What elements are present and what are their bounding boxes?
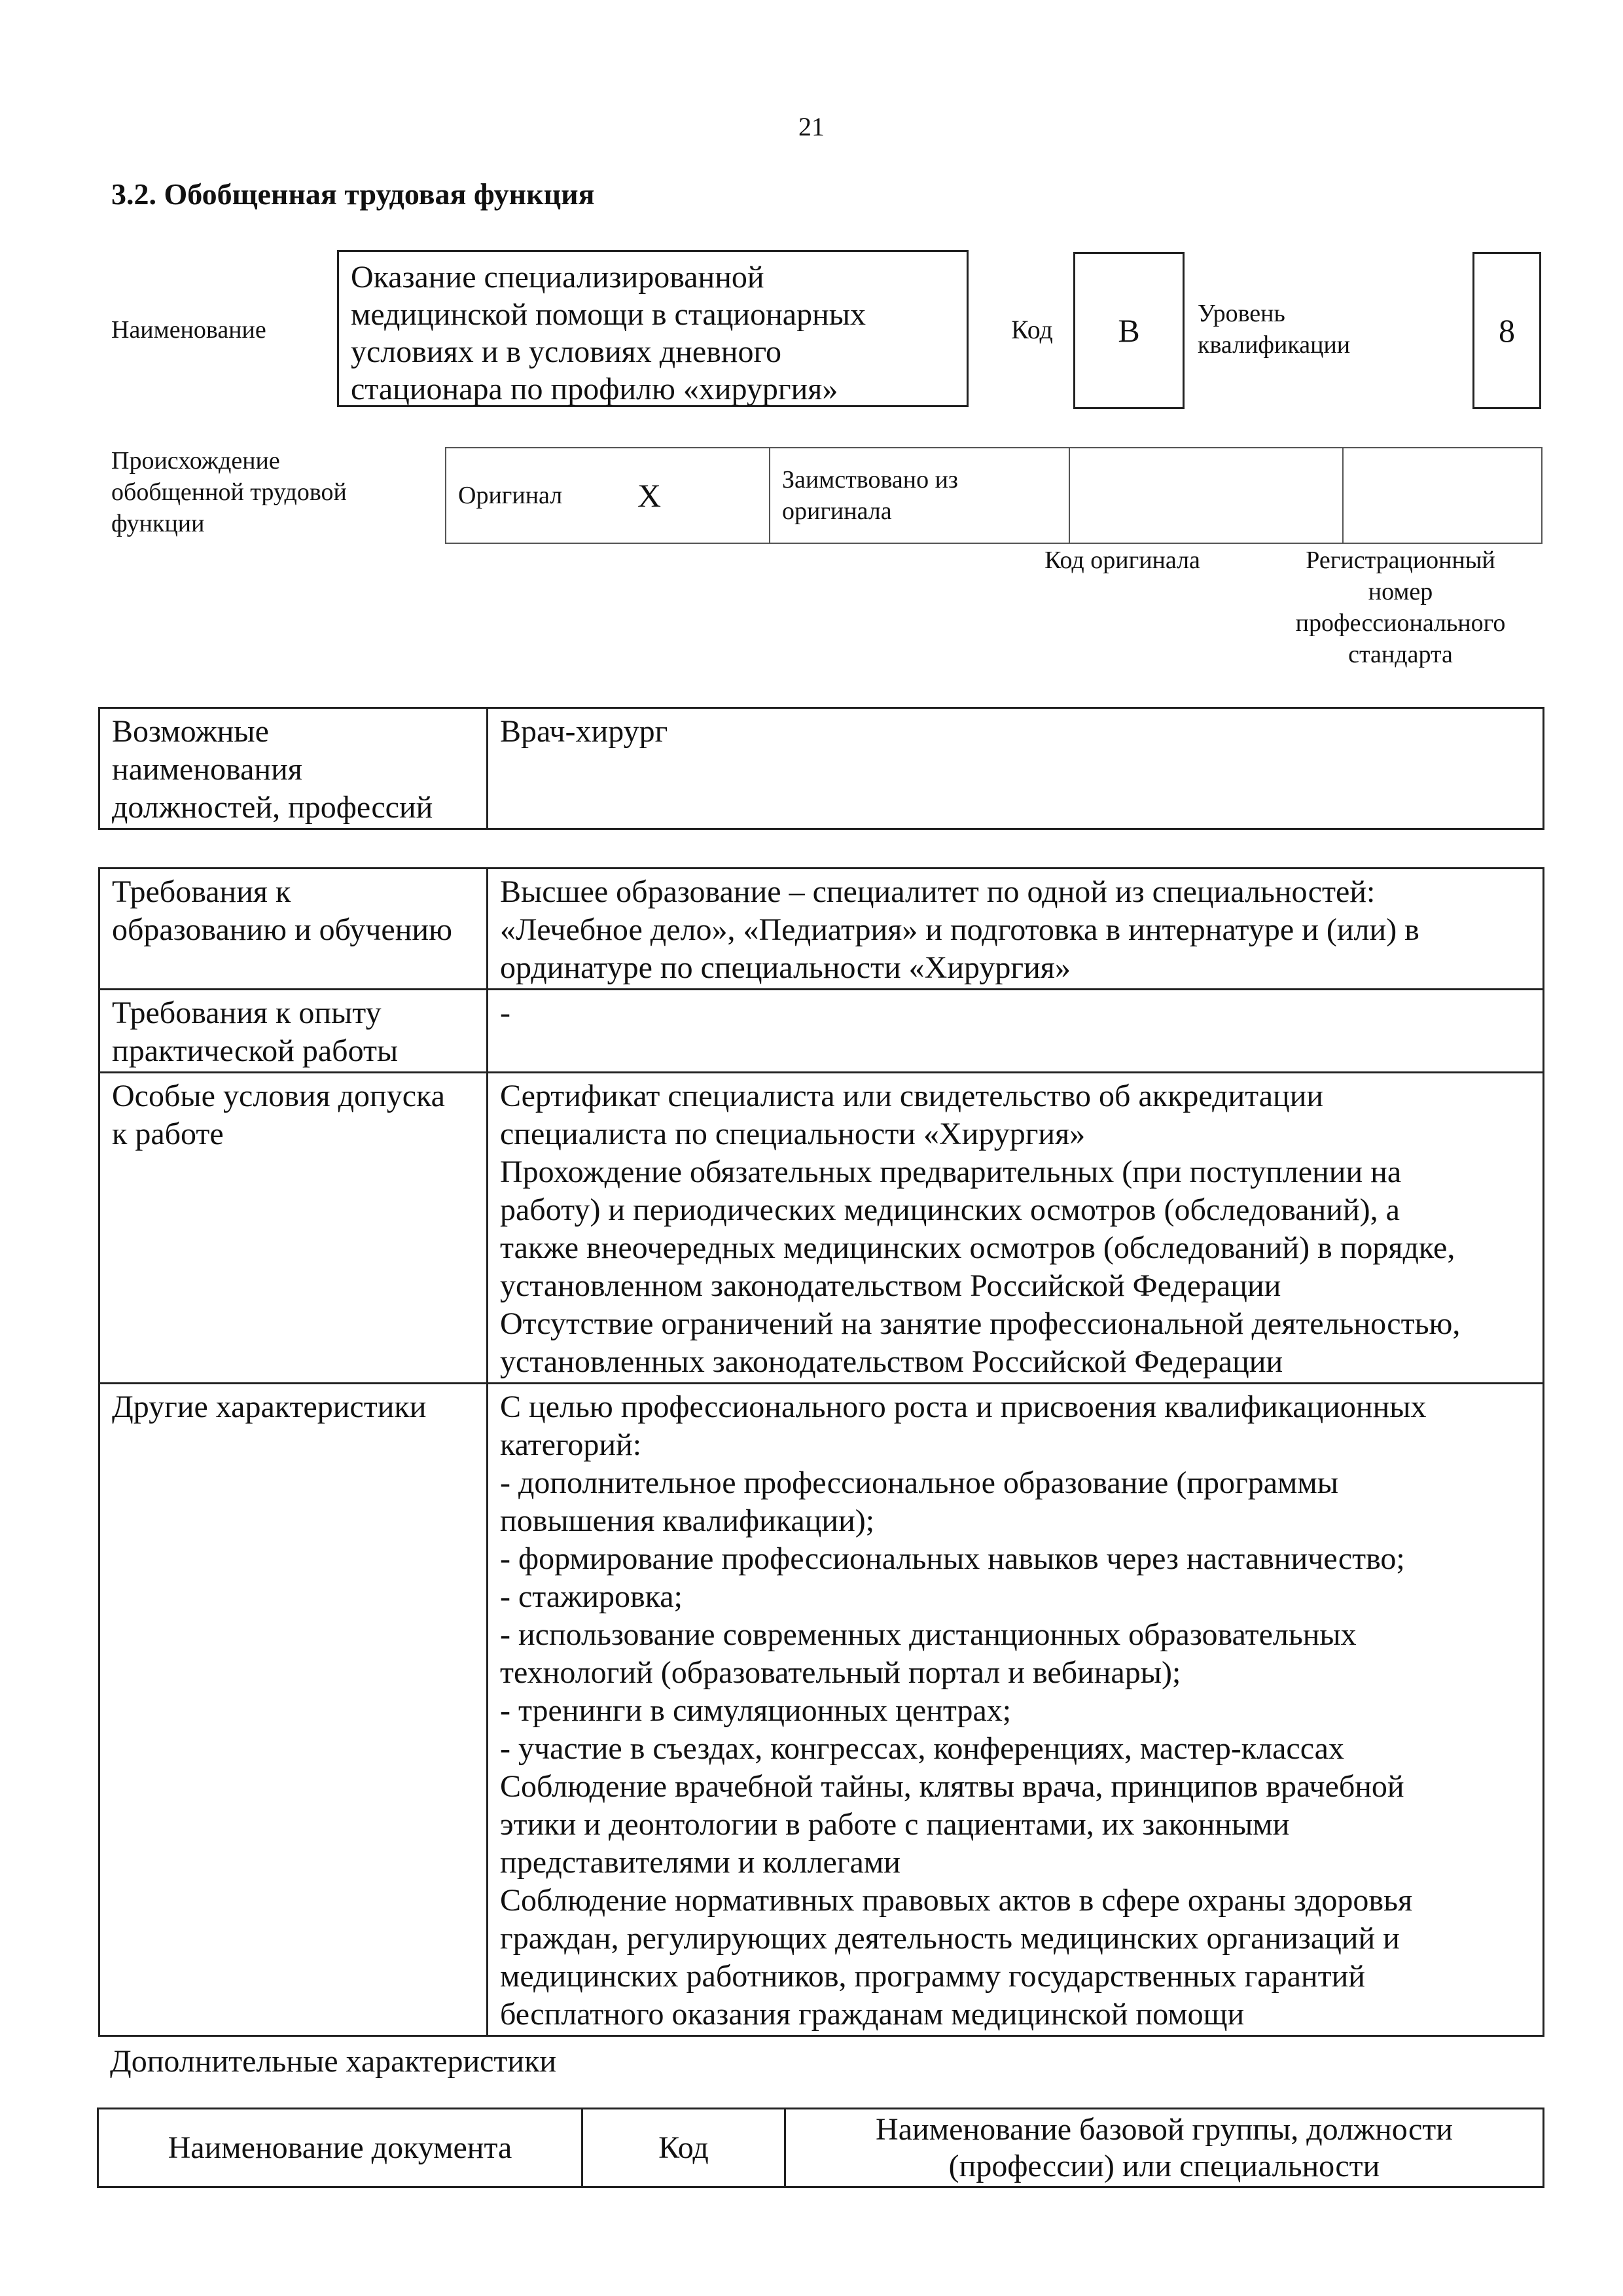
- requirement-value-line: -: [500, 996, 510, 1030]
- requirement-value-line: Высшее образование – специалитет по одной из специальностей:: [500, 874, 1376, 909]
- requirement-value-line: Сертификат специалиста или свидетельство об аккредитации: [500, 1079, 1324, 1113]
- requirement-label: [99, 1073, 488, 1384]
- name-line: стационара по профилю «хирургия»: [351, 372, 838, 406]
- requirement-value-line: технологий (образовательный портал и вебинары);: [500, 1655, 1181, 1690]
- positions-label-line: должностей, профессий: [112, 790, 433, 825]
- borrowed-label: [770, 448, 1069, 543]
- requirement-label-line: Другие характеристики: [112, 1390, 427, 1424]
- name-box: [337, 250, 969, 407]
- requirement-label: [99, 1384, 488, 2036]
- requirement-row: [99, 869, 1544, 990]
- requirement-value-line: - стажировка;: [500, 1579, 683, 1614]
- code-original-label: Код оригинала: [1044, 547, 1200, 574]
- code-label: Код: [1011, 315, 1053, 344]
- requirement-row: [99, 1384, 1544, 2036]
- origin-label-line: функции: [111, 510, 205, 537]
- level-box: 8: [1472, 252, 1541, 409]
- code-box: B: [1073, 252, 1185, 409]
- requirement-value-line: установленных законодательством Российской Федерации: [500, 1344, 1283, 1379]
- borrowed-label-line: оригинала: [782, 497, 892, 525]
- requirement-label-line: к работе: [112, 1117, 224, 1151]
- requirement-value-line: работу) и периодических медицинских осмотров (обследований), а: [500, 1193, 1400, 1227]
- level-label-line: квалификации: [1198, 331, 1351, 359]
- original-label: Оригинал: [446, 448, 619, 543]
- requirement-value-line: категорий:: [500, 1427, 642, 1462]
- original-mark: X: [619, 448, 770, 543]
- name-line: условиях и в условиях дневного: [351, 334, 781, 369]
- requirement-value-line: - участие в съездах, конгрессах, конференциях, мастер-классах: [500, 1731, 1344, 1766]
- requirement-label-line: практической работы: [112, 1033, 399, 1068]
- requirement-value-line: С целью профессионального роста и присвоения квалификационных: [500, 1390, 1427, 1424]
- positions-value: Врач-хирург: [488, 708, 1544, 829]
- requirement-value: [488, 1384, 1544, 2036]
- requirement-value-line: Отсутствие ограничений на занятие профессиональной деятельностью,: [500, 1306, 1461, 1341]
- requirement-value-line: граждан, регулирующих деятельность медицинских организаций и: [500, 1921, 1400, 1956]
- requirement-label: [99, 869, 488, 990]
- requirement-value-line: «Лечебное дело», «Педиатрия» и подготовка в интернатуре и (или) в: [500, 912, 1419, 947]
- name-line: медицинской помощи в стационарных: [351, 297, 866, 332]
- reg-number-cell: [1343, 448, 1542, 543]
- requirement-value-line: Прохождение обязательных предварительных (при поступлении на: [500, 1155, 1402, 1189]
- origin-table: [445, 447, 1543, 544]
- column-header: Код: [582, 2109, 785, 2187]
- additional-table: [97, 2108, 1544, 2188]
- requirement-value: [488, 1073, 1544, 1384]
- requirement-value-line: Соблюдение врачебной тайны, клятвы врача, принципов врачебной: [500, 1769, 1404, 1804]
- requirement-value-line: повышения квалификации);: [500, 1503, 875, 1538]
- requirement-row: [99, 1073, 1544, 1384]
- reg-number-label-line: профессионального: [1295, 609, 1506, 637]
- requirement-value-line: представителями и коллегами: [500, 1845, 901, 1880]
- requirement-value-line: медицинских работников, программу государственных гарантий: [500, 1959, 1365, 1994]
- reg-number-label-line: стандарта: [1348, 641, 1453, 668]
- level-label: [1198, 298, 1350, 361]
- borrowed-label-line: Заимствовано из: [782, 466, 958, 493]
- positions-label-line: наименования: [112, 752, 302, 787]
- requirement-value-line: - тренинги в симуляционных центрах;: [500, 1693, 1012, 1728]
- origin-label-line: обобщенной трудовой: [111, 478, 347, 506]
- requirement-label-line: образованию и обучению: [112, 912, 452, 947]
- requirement-value: [488, 990, 1544, 1073]
- requirement-label-line: Требования к опыту: [112, 996, 382, 1030]
- requirement-row: [99, 990, 1544, 1073]
- positions-label: [99, 708, 488, 829]
- requirement-value-line: - использование современных дистанционных образовательных: [500, 1617, 1357, 1652]
- requirement-value-line: специалиста по специальности «Хирургия»: [500, 1117, 1086, 1151]
- requirement-value-line: также внеочередных медицинских осмотров (обследований) в порядке,: [500, 1230, 1455, 1265]
- requirement-value-line: ординатуре по специальности «Хирургия»: [500, 950, 1071, 985]
- positions-table: [98, 707, 1544, 830]
- requirement-value-line: - дополнительное профессиональное образование (программы: [500, 1465, 1338, 1500]
- column-header: Наименование базовой группы, должности (профессии) или специальности: [785, 2109, 1544, 2187]
- requirement-value: [488, 869, 1544, 990]
- reg-number-label-line: Регистрационный: [1306, 547, 1495, 574]
- page-number: 21: [798, 112, 825, 141]
- reg-number-label-line: номер: [1368, 578, 1433, 605]
- requirement-label-line: Требования к: [112, 874, 291, 909]
- positions-label-line: Возможные: [112, 714, 269, 749]
- name-label: Наименование: [111, 316, 266, 344]
- requirement-value-line: установленном законодательством Российской Федерации: [500, 1268, 1281, 1303]
- requirement-label-line: Особые условия допуска: [112, 1079, 445, 1113]
- column-header: Наименование документа: [98, 2109, 582, 2187]
- requirement-value-line: - формирование профессиональных навыков через наставничество;: [500, 1541, 1405, 1576]
- requirements-table: [98, 867, 1544, 2037]
- requirement-label: [99, 990, 488, 1073]
- code-original-cell: [1069, 448, 1343, 543]
- requirement-value-line: бесплатного оказания гражданам медицинской помощи: [500, 1997, 1245, 2032]
- requirement-value-line: Соблюдение нормативных правовых актов в сфере охраны здоровья: [500, 1883, 1413, 1918]
- section-title: 3.2. Обобщенная трудовая функция: [111, 177, 595, 211]
- reg-number-label: [1263, 545, 1538, 670]
- name-line: Оказание специализированной: [351, 260, 764, 295]
- level-label-line: Уровень: [1198, 300, 1285, 327]
- additional-heading: Дополнительные характеристики: [110, 2044, 557, 2079]
- origin-label: [111, 445, 347, 539]
- requirement-value-line: этики и деонтологии в работе с пациентами, их законными: [500, 1807, 1290, 1842]
- origin-label-line: Происхождение: [111, 447, 280, 475]
